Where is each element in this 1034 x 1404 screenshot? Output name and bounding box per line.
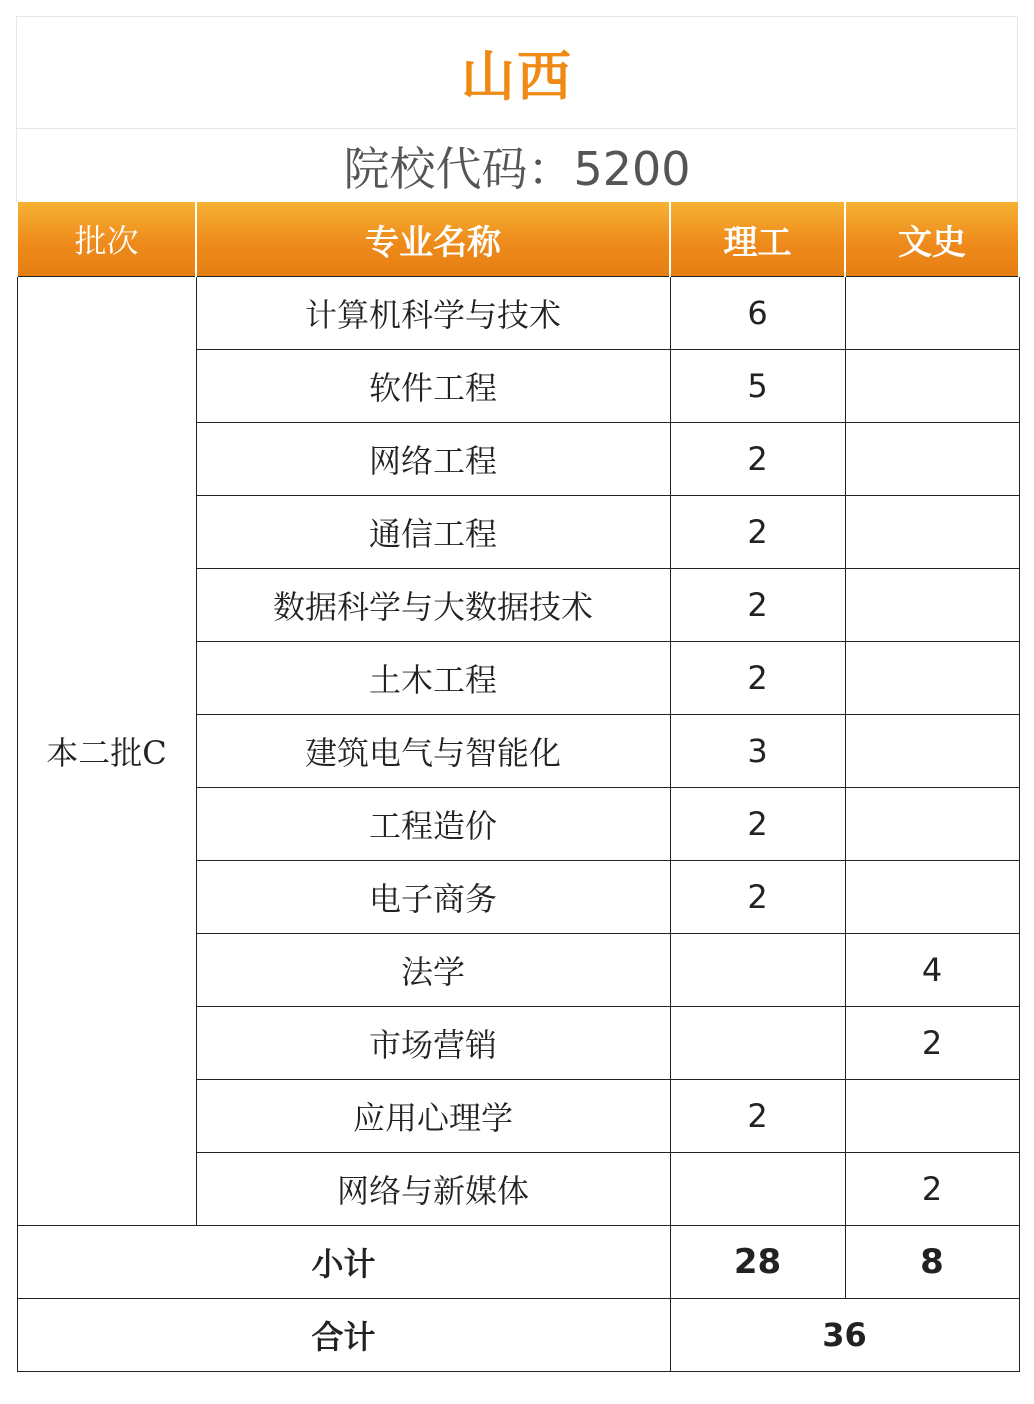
major-cell: 数据科学与大数据技术 (196, 569, 670, 642)
major-cell: 应用心理学 (196, 1080, 670, 1153)
total-label: 合计 (17, 1299, 670, 1372)
subtotal-science: 28 (670, 1226, 845, 1299)
major-cell: 法学 (196, 934, 670, 1007)
arts-count (845, 861, 1019, 934)
arts-count (845, 569, 1019, 642)
school-code-row (16, 128, 1018, 202)
arts-count: 2 (845, 1007, 1019, 1080)
title-row (16, 16, 1018, 128)
batch-cell: 本二批C (17, 277, 196, 1226)
science-count: 2 (670, 423, 845, 496)
science-count: 2 (670, 861, 845, 934)
table-row (17, 277, 1019, 350)
science-count (670, 1153, 845, 1226)
science-count: 2 (670, 1080, 845, 1153)
major-cell: 计算机科学与技术 (196, 277, 670, 350)
major-cell: 建筑电气与智能化 (196, 715, 670, 788)
science-count (670, 1007, 845, 1080)
science-count (670, 934, 845, 1007)
major-cell: 电子商务 (196, 861, 670, 934)
science-count: 2 (670, 569, 845, 642)
arts-count (845, 642, 1019, 715)
plan-table (16, 202, 1020, 1372)
header-science: 理工 (670, 202, 845, 277)
header-batch: 批次 (17, 202, 196, 277)
province-title: 山西 (461, 45, 573, 108)
science-count: 6 (670, 277, 845, 350)
major-cell: 网络工程 (196, 423, 670, 496)
total-value: 36 (670, 1299, 1019, 1372)
major-cell: 网络与新媒体 (196, 1153, 670, 1226)
major-cell: 工程造价 (196, 788, 670, 861)
major-cell: 通信工程 (196, 496, 670, 569)
arts-count (845, 788, 1019, 861)
header-row (17, 202, 1019, 277)
science-count: 2 (670, 788, 845, 861)
major-cell: 市场营销 (196, 1007, 670, 1080)
arts-count (845, 496, 1019, 569)
admission-plan-sheet (16, 16, 1018, 1372)
science-count: 2 (670, 642, 845, 715)
total-row (17, 1299, 1019, 1372)
arts-count (845, 1080, 1019, 1153)
major-cell: 土木工程 (196, 642, 670, 715)
subtotal-label: 小计 (17, 1226, 670, 1299)
school-code: 院校代码：5200 (343, 141, 691, 196)
major-cell: 软件工程 (196, 350, 670, 423)
header-arts: 文史 (845, 202, 1019, 277)
arts-count: 4 (845, 934, 1019, 1007)
arts-count (845, 715, 1019, 788)
arts-count: 2 (845, 1153, 1019, 1226)
subtotal-row (17, 1226, 1019, 1299)
science-count: 3 (670, 715, 845, 788)
arts-count (845, 423, 1019, 496)
arts-count (845, 277, 1019, 350)
subtotal-arts: 8 (845, 1226, 1019, 1299)
science-count: 2 (670, 496, 845, 569)
arts-count (845, 350, 1019, 423)
header-major: 专业名称 (196, 202, 670, 277)
science-count: 5 (670, 350, 845, 423)
